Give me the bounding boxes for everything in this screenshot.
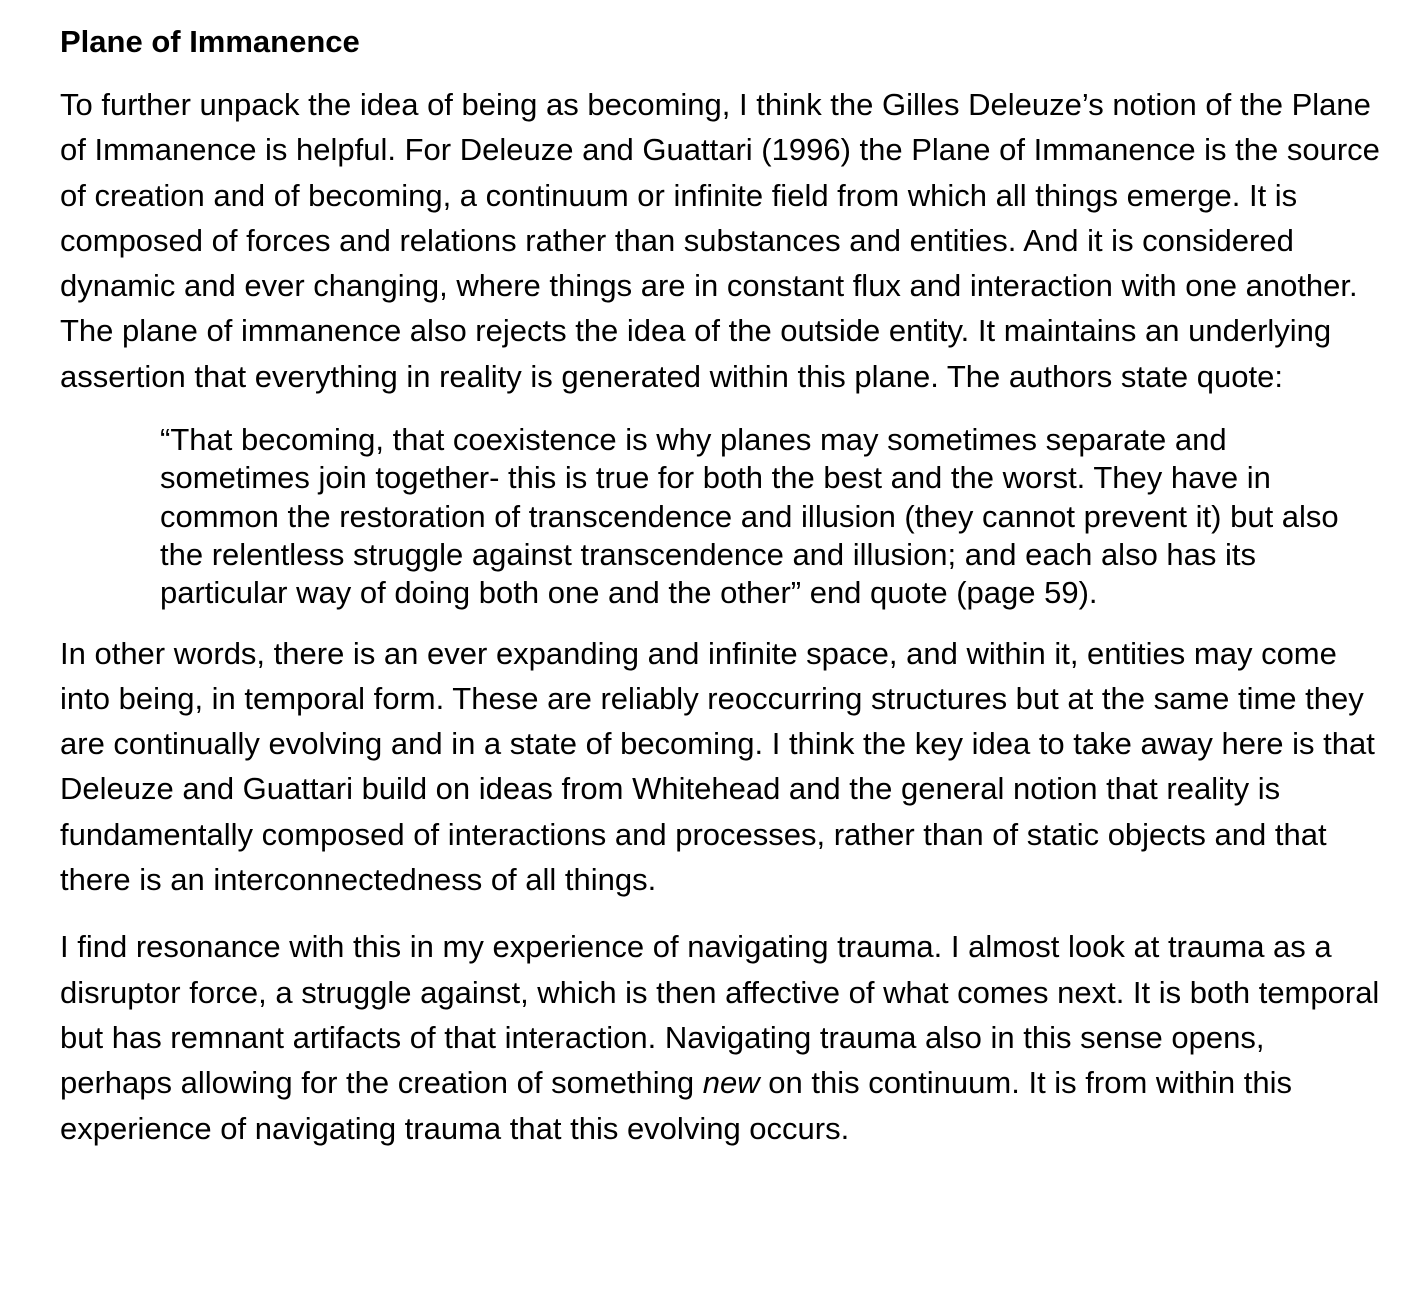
paragraph-reflection-text-1: I find resonance with this in my experience of navigating trauma. I almost look at trauma as a disruptor force, a struggle against, which is then affective of what comes next. It is both temporal but has remnant artifacts of that interaction. Navigating trauma also in this sense opens, perhaps allowing for the creation of something	[60, 929, 1380, 1101]
paragraph-reflection	[60, 924, 1380, 1150]
paragraph-intro: To further unpack the idea of being as becoming, I think the Gilles Deleuze’s notion of the Plane of Immanence is helpful. For Deleuze and Guattari (1996) the Plane of Immanence is the source of creation and of becoming, a continuum or infinite field from which all things emerge. It is composed of forces and relations rather than substances and entities. And it is considered dynamic and ever changing, where things are in constant flux and interaction with one another. The plane of immanence also rejects the idea of the outside entity. It maintains an underlying assertion that everything in reality is generated within this plane. The authors state quote:	[60, 87, 1380, 394]
block-quote: “That becoming, that coexistence is why planes may sometimes separate and sometimes join together- this is true for both the best and the worst. They have in common the restoration of transcendence and illusion (they cannot prevent it) but also the relentless struggle against transcendence and illusion; and each also has its particular way of doing both one and the other” end quote (page 59).	[160, 422, 1339, 611]
emphasis-new: new	[702, 1065, 760, 1101]
document-page	[60, 20, 1380, 1151]
paragraph-interpretation: In other words, there is an ever expanding and infinite space, and within it, entities may come into being, in temporal form. These are reliably reoccurring structures but at the same time they are continually evolving and in a state of becoming. I think the key idea to take away here is that Deleuze and Guattari build on ideas from Whitehead and the general notion that reality is fundamentally composed of interactions and processes, rather than of static objects and that there is an interconnectedness of all things.	[60, 635, 1375, 898]
section-heading: Plane of Immanence	[60, 24, 360, 59]
paragraph-reflection-text-2: on this continuum. It is from within this experience of navigating trauma that this evolving occurs.	[60, 1065, 1293, 1146]
